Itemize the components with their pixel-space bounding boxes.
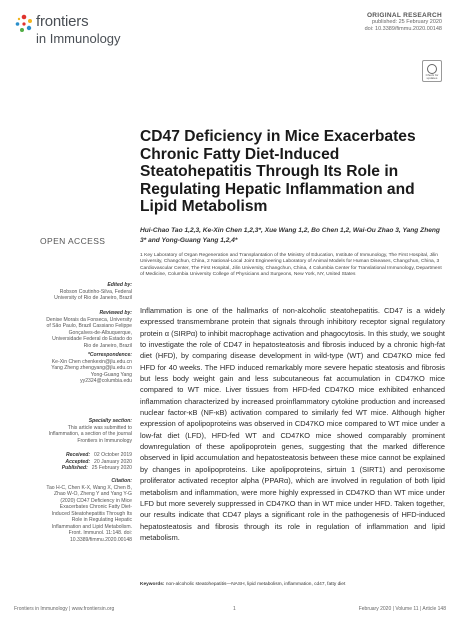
keywords-value: non-alcoholic steatohepatitis—NASH, lipid metabolism, inflammation, cd47, fatty diet [165,582,346,587]
specialty-label: Specialty section: [88,418,132,424]
published-value: 25 February 2020 [91,465,132,471]
specialty-block [44,418,132,444]
article-meta [365,12,442,33]
correspondence-block [44,352,132,385]
received-value: 02 October 2019 [94,452,132,458]
article-title: CD47 Deficiency in Mice Exacerbates Chronic Fatty Diet-Induced Steatohepatitis Through Its Role in Regulating Hepatic Inflammation and Lipid Metabolism [140,128,416,216]
citation-block [44,478,132,543]
brand-name: frontiers [36,13,89,30]
author-list: Hui-Chao Tao 1,2,3, Ke-Xin Chen 1,2,3*, Xue Wang 1,2, Bo Chen 1,2, Wai-Ou Zhao 3, Yang Zheng 3* and Yong-Guang Yang 1,2,4* [140,227,440,244]
published-label: Published: [61,465,88,471]
check-for-updates-badge[interactable] [422,60,442,82]
affiliations: 1 Key Laboratory of Organ Regeneration and Transplantation of the Ministry of Education, Institute of Immunology, The First Hospital, Jilin University, Changchun, China, 2 National-Local Joint Engineering Laboratory of Animal Models for Human Diseases, Changchun, China, 3 Cardiovascular Center, The First Hospital, Jilin University, Changchun, China, 4 Columbia Center for Translational Immunology, Department of Medicine, Columbia University College of Physicians and Surgeons, New York, NY, United States [140,253,442,278]
reviewed-by-label: Reviewed by: [99,310,132,316]
keywords-label: Keywords: [140,582,165,587]
received-label: Received: [65,452,91,458]
footer-journal[interactable]: Frontiers in Immunology | www.frontiersin.org [14,606,115,612]
journal-name: in Immunology [36,31,121,46]
abstract-text: Inflammation is one of the hallmarks of non-alcoholic steatohepatitis. CD47 is a widely expressed transmembrane protein that signals through inhibitory receptor signal regulatory protein α (SIRPα) to inhibit macrophage activation and phagocytosis. In this study, we sought to investigate the role of CD47 in hepatosteatosis and fibrosis induced by a chronic high-fat diet (HFD), by comparing disease development in wild-type (WT) and CD47KO mice fed HFD for 40 weeks. The HFD induced remarkably more severe hepatic steatosis and fibrosis but less body weight gain and less subcutaneous fat accumulation in CD47KO mice compared to WT mice. Liver tissues from HFD-fed CD47KO mice exhibited enhanced inflammation characterized by increased proinflammatory cytokine production and increased nuclear factor-κB (NF-κB) activation compared to similarly fed WT mice. Although higher expression of apolipoproteins was observed in CD47KO mice compared to WT mice under a low-fat diet (LFD), HFD-fed WT and CD47KO mice showed comparably prominent downregulation of these apolipoprotein genes, suggesting that the marked difference observed in lipid accumulation and hepatosteatosis between these mice cannot be explained by changes in apolipoproteins. Like apolipoproteins, sirtuin 1 (SIRT1) and peroxisome proliferator activated receptor alpha (PPARα), which are involved in regulation of both lipid metabolism and inflammation, were more highly expressed in CD47KO than WT mice under LFD but more severely suppressed in CD47KO than in WT mice under HFD. Taken together, our results indicate that CD47 plays a significant role in the pathogenesis of HFD-induced hepatosteatosis and fibrosis through its role in regulation of inflammation and lipid metabolism. [140,306,445,542]
correspondence-value[interactable]: Ke-Xin Chen chenkexin@jlu.edu.cn Yang Zheng zhengyang@jlu.edu.cn Yong-Guang Yang yy2324@columbia.edu [51,358,132,384]
published-date: published: 25 February 2020 [371,19,442,25]
frontiers-logo-icon [14,14,34,34]
doi-link[interactable]: doi: 10.3389/fimmu.2020.00148 [364,26,442,32]
citation-value: Tao H-C, Chen K-X, Wang X, Chen B, Zhao W-O, Zheng Y and Yang Y-G (2020) CD47 Deficiency in Mice Exacerbates Chronic Fatty Diet-Induced Steatohepatitis Through Its Role in Regulating Hepatic Inflammation and Lipid Metabolism. Front. Immunol. 11:148. doi: 10.3389/fimmu.2020.00148 [46,484,132,543]
page-number: 1 [233,606,236,612]
reviewed-by-block [44,310,132,349]
correspondence-label: *Correspondence: [87,352,132,358]
badge-label: Check for updates [425,73,439,80]
keywords [140,582,445,587]
frontiers-logo [14,12,144,52]
article-type: ORIGINAL RESEARCH [366,12,442,19]
edited-by-label: Edited by: [107,282,132,288]
citation-label: Citation: [111,478,132,484]
footer-date-volume: February 2020 | Volume 11 | Article 148 [358,606,446,612]
accepted-label: Accepted: [65,458,91,465]
specialty-value: This article was submitted to Inflammation, a section of the journal Frontiers in Immunology [48,424,132,444]
accepted-value: 20 January 2020 [94,458,132,465]
edited-by-value: Robson Coutinho-Silva, Federal University of Rio de Janeiro, Brazil [54,288,132,301]
reviewed-by-value: Denise Morais da Fonseca, University of São Paulo, Brazil Cassiano Felippe Gonçalves-de-Albuquerque, Universidade Federal do Estado do Rio de Janeiro, Brazil [46,316,132,349]
dates-block [44,452,132,472]
open-access-label: OPEN ACCESS [40,236,106,246]
edited-by-block [44,282,132,302]
